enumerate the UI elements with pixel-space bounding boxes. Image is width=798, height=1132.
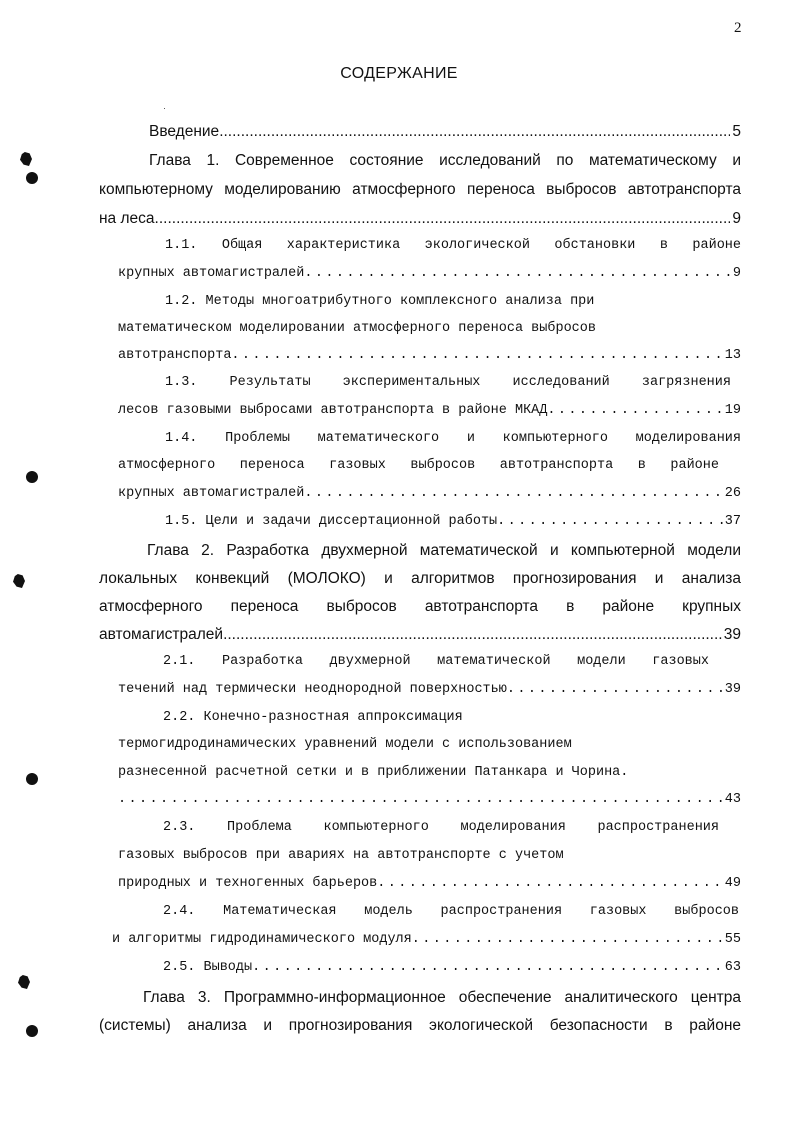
toc-entry-text: крупных автомагистралей [118, 266, 305, 281]
toc-entry-page: 13 [724, 348, 741, 363]
section-2-3-line3 [118, 871, 741, 897]
toc-entry-page: 63 [724, 960, 741, 975]
binder-hole-mark [20, 152, 32, 166]
dot-leader [223, 622, 722, 648]
toc-entry-text: Введение [149, 123, 220, 140]
toc-entry-page: 43 [724, 792, 741, 807]
section-1-2-line2: математическом моделировании атмосферного переноса выбросов [118, 321, 596, 336]
binder-hole [26, 471, 38, 483]
toc-entry-text: 2.5. Выводы [163, 960, 253, 975]
dot-leader [412, 927, 723, 953]
section-1-5 [165, 509, 741, 535]
binder-hole-mark [13, 574, 25, 588]
section-1-2-line3 [118, 343, 741, 369]
toc-entry-text: на леса [99, 210, 155, 227]
dot-leader [118, 787, 723, 813]
binder-hole [26, 1025, 38, 1037]
chapter2-line2: локальных конвекций (МОЛОКО) и алгоритмов прогнозирования и анализа [99, 570, 741, 587]
toc-entry-page: 55 [724, 932, 741, 947]
section-2-3-line1: 2.3. Проблема компьютерного моделирования распространения [163, 820, 719, 835]
toc-entry-page: 9 [732, 210, 741, 227]
dot-leader [547, 398, 722, 424]
toc-title: СОДЕРЖАНИЕ [340, 65, 458, 82]
dot-leader [231, 343, 722, 369]
section-1-4-line2: атмосферного переноса газовых выбросов автотранспорта в районе [118, 458, 719, 473]
binder-hole-mark [18, 975, 30, 989]
dot-leader [304, 481, 722, 507]
dot-leader [219, 119, 730, 145]
toc-entry-page: 9 [732, 266, 741, 281]
dot-leader [377, 871, 723, 897]
section-2-1-line2 [118, 677, 741, 703]
page-number: 2 [734, 20, 742, 36]
chapter1-line2: компьютерному моделированию атмосферного переноса выбросов автотранспорта [99, 181, 741, 198]
section-2-5 [163, 955, 741, 981]
toc-entry-text: 1.5. Цели и задачи диссертационной работы [165, 514, 498, 529]
toc-entry-text: течений над термически неоднородной поверхностью [118, 682, 507, 697]
section-2-4-line2 [112, 927, 741, 953]
dot-leader [497, 509, 723, 535]
scan-speck [164, 108, 165, 109]
toc-entry-text: природных и техногенных барьеров [118, 876, 378, 891]
chapter1-line1: Глава 1. Современное состояние исследований по математическому и [149, 152, 741, 169]
section-2-4-line1: 2.4. Математическая модель распространения газовых выбросов [163, 904, 739, 919]
section-2-3-line2: газовых выбросов при авариях на автотранспорте с учетом [118, 848, 564, 863]
section-1-4-line3 [118, 481, 741, 507]
section-1-1-line1: 1.1. Общая характеристика экологической обстановки в районе [165, 238, 741, 253]
binder-hole [26, 773, 38, 785]
section-1-4-line1: 1.4. Проблемы математического и компьютерного моделирования [165, 431, 741, 446]
section-2-2-line2: термогидродинамических уравнений модели с использованием [118, 737, 572, 752]
dot-leader [507, 677, 723, 703]
chapter3-line2: (системы) анализа и прогнозирования экологической безопасности в районе [99, 1017, 741, 1034]
toc-entry-text: крупных автомагистралей [118, 486, 305, 501]
dot-leader [155, 206, 731, 232]
toc-entry-text: автомагистралей [99, 626, 224, 643]
chapter3-line1: Глава 3. Программно-информационное обеспечение аналитического центра [143, 989, 741, 1006]
toc-entry-page: 39 [724, 682, 741, 697]
section-2-2-line3: разнесенной расчетной сетки и в приближении Патанкара и Чорина. [118, 765, 629, 780]
toc-entry-page: 19 [724, 403, 741, 418]
dot-leader [304, 261, 731, 287]
toc-entry-page: 26 [724, 486, 741, 501]
section-2-2-line1: 2.2. Конечно-разностная аппроксимация [163, 710, 463, 725]
dot-leader [252, 955, 723, 981]
binder-hole [26, 172, 38, 184]
section-1-2-line1: 1.2. Методы многоатрибутного комплексного анализа при [165, 294, 595, 309]
section-2-2-line4 [118, 787, 741, 813]
toc-entry-text: и алгоритмы гидродинамического модуля [112, 932, 412, 947]
chapter1-line3 [99, 206, 741, 232]
section-1-1-line2 [118, 261, 741, 287]
toc-entry-page: 37 [724, 514, 741, 529]
section-1-3-line2 [118, 398, 741, 424]
toc-entry-text: автотранспорта [118, 348, 232, 363]
toc-entry-text: лесов газовыми выбросами автотранспорта в районе МКАД [118, 403, 548, 418]
chapter2-line1: Глава 2. Разработка двухмерной математической и компьютерной модели [147, 542, 741, 559]
chapter2-line3: атмосферного переноса выбросов автотранспорта в районе крупных [99, 598, 741, 615]
section-2-1-line1: 2.1. Разработка двухмерной математической модели газовых [163, 654, 709, 669]
section-1-3-line1: 1.3. Результаты экспериментальных исследований загрязнения [165, 375, 731, 390]
toc-entry-page: 39 [723, 626, 741, 643]
toc-entry-page: 5 [732, 123, 741, 140]
chapter2-line4 [99, 622, 741, 648]
toc-entry-page: 49 [724, 876, 741, 891]
toc-entry-intro [149, 119, 741, 145]
